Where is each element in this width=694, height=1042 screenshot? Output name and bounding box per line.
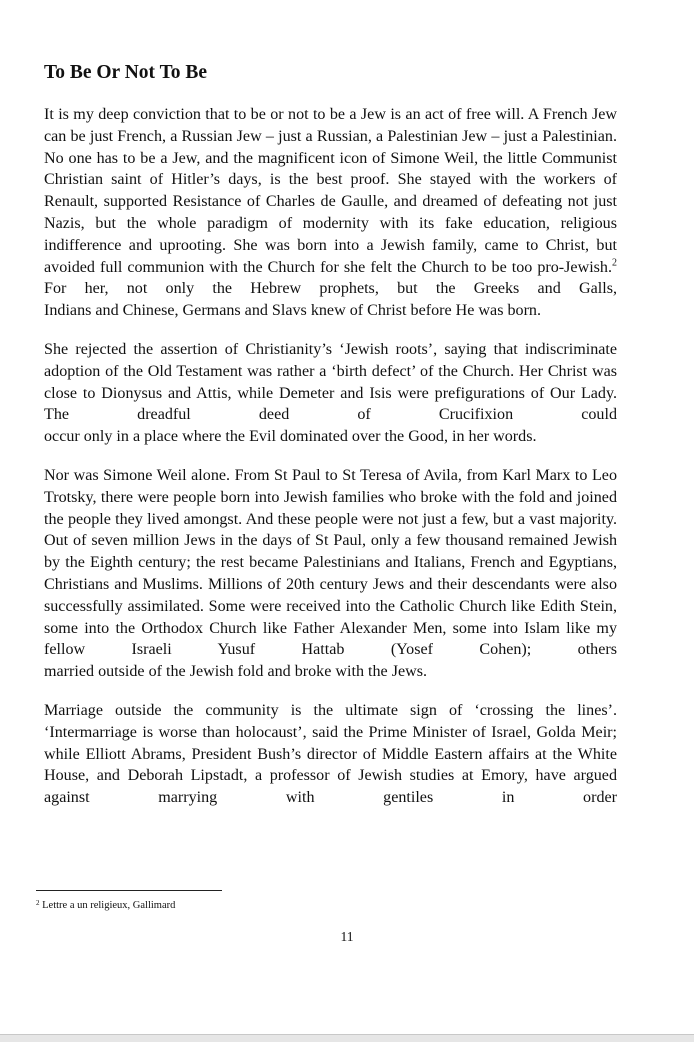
- page-number: 11: [340, 929, 354, 944]
- paragraph-3: [44, 465, 617, 683]
- footnote-text: Lettre a un religieux, Gallimard: [39, 900, 176, 911]
- chapter-title: To Be Or Not To Be: [44, 62, 208, 83]
- body-text: [44, 104, 617, 809]
- viewer-scrollbar-track[interactable]: [0, 1034, 694, 1042]
- paragraph-1-continuation: For her, not only the Hebrew prophets, but the Greeks and Galls,: [44, 280, 617, 298]
- footnote: [36, 899, 175, 912]
- paragraph-1-last-line: Indians and Chinese, Germans and Slavs knew of Christ before He was born.: [44, 302, 542, 320]
- paragraph-4-text: Marriage outside the community is the ultimate sign of ‘crossing the lines’. ‘Intermarriage is worse than holocaust’, said the Prime Minister of Israel, Golda Meir; while Elliott Abrams, President Bush’s director of Middle Eastern affairs at the White House, and Deborah Lipstadt, a professor of Jewish studies at Emory, have argued against marrying with gentiles in order: [44, 701, 617, 807]
- footnote-marker: 2: [36, 899, 40, 907]
- paragraph-2: [44, 339, 617, 448]
- paragraph-2-text: She rejected the assertion of Christianity’s ‘Jewish roots’, saying that indiscriminate adoption of the Old Testament was rather a ‘birth defect’ of the Church. Her Christ was close to Dionysus and Attis, while Demeter and Isis were prefigurations of Our Lady. The dreadful deed of Crucifixion could: [44, 340, 617, 424]
- paragraph-1-text: It is my deep conviction that to be or not to be a Jew is an act of free will. A French Jew can be just French, a Russian Jew – just a Russian, a Palestinian Jew – just a Palestinian. No one has to be a Jew, and the magnificent icon of Simone Weil, the little Communist Christian saint of Hitler’s days, is the best proof. She stayed with the workers of Renault, supported Resistance of Charles de Gaulle, and dreamed of defeating not just Nazis, but the whole paradigm of modernity with its fake education, religious indifference and uprooting. She was born into a Jewish family, came to Christ, but avoided full communion with the Church for she felt the Church to be too pro-Jewish.: [44, 106, 617, 276]
- paragraph-1: [44, 104, 617, 322]
- paragraph-2-last-line: occur only in a place where the Evil dominated over the Good, in her words.: [44, 428, 537, 446]
- paragraph-4: [44, 700, 617, 809]
- paragraph-3-last-line: married outside of the Jewish fold and broke with the Jews.: [44, 663, 428, 681]
- footnote-divider: [36, 890, 222, 891]
- footnote-reference: 2: [612, 257, 617, 269]
- paragraph-3-text: Nor was Simone Weil alone. From St Paul to St Teresa of Avila, from Karl Marx to Leo Trotsky, there were people born into Jewish families who broke with the fold and joined the people they lived amongst. And these people were not just a few, but a vast majority. Out of seven million Jews in the days of St Paul, only a few thousand remained Jewish by the Eighth century; the rest became Palestinians and Italians, French and Egyptians, Christians and Muslims. Millions of 20th century Jews and their descendants were also successfully assimilated. Some were received into the Catholic Church like Edith Stein, some into the Orthodox Church like Father Alexander Men, some into Islam like my fellow Israeli Yusuf Hattab (Yosef Cohen); others: [44, 466, 617, 659]
